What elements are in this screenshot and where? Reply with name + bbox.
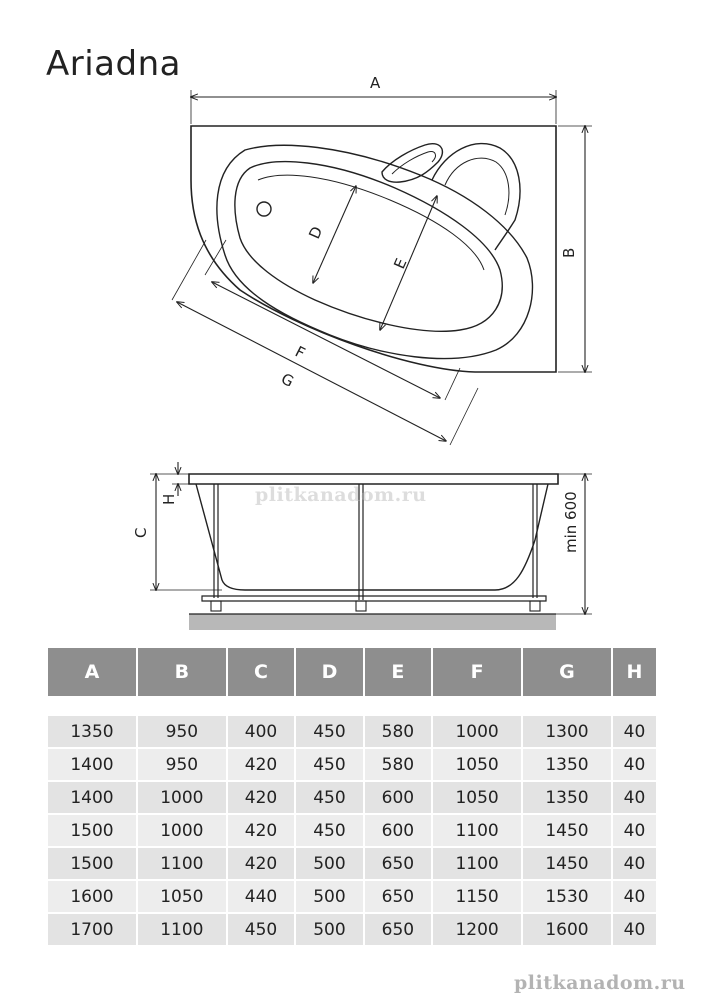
table-cell: 1450 (523, 815, 613, 848)
table-cell: 450 (296, 749, 364, 782)
column-header-b: B (138, 648, 228, 696)
label-g: G (278, 369, 297, 391)
table-cell: 1000 (138, 782, 228, 815)
column-header-h: H (613, 648, 656, 696)
table-cell: 1100 (433, 815, 523, 848)
table-cell: 450 (296, 782, 364, 815)
table-cell: 1050 (433, 782, 523, 815)
table-cell: 1700 (48, 914, 138, 947)
column-header-e: E (365, 648, 433, 696)
table-cell: 1200 (433, 914, 523, 947)
table-cell: 1530 (523, 881, 613, 914)
watermark-footer: plitkanadom.ru (514, 972, 686, 994)
dimensions-table (48, 648, 656, 947)
table-cell: 1400 (48, 782, 138, 815)
table-cell: 1600 (523, 914, 613, 947)
column-header-c: C (228, 648, 296, 696)
label-e: E (390, 255, 411, 272)
table-cell: 500 (296, 881, 364, 914)
table-cell: 1100 (433, 848, 523, 881)
table-cell: 450 (296, 815, 364, 848)
top-view (172, 90, 592, 445)
table-cell: 1000 (433, 716, 523, 749)
table-cell: 600 (365, 782, 433, 815)
table-cell: 1600 (48, 881, 138, 914)
table-cell: 1000 (138, 815, 228, 848)
table-cell: 1050 (138, 881, 228, 914)
dimension-line-g (177, 302, 446, 441)
table-cell: 950 (138, 749, 228, 782)
table-cell: 1350 (523, 782, 613, 815)
table-cell: 500 (296, 914, 364, 947)
table-header-row (48, 648, 656, 696)
label-c: C (132, 527, 150, 538)
table-cell: 40 (613, 716, 656, 749)
label-f: F (292, 342, 309, 363)
table-cell: 950 (138, 716, 228, 749)
table-cell: 650 (365, 848, 433, 881)
table-cell: 500 (296, 848, 364, 881)
table-cell: 450 (296, 716, 364, 749)
table-cell: 420 (228, 749, 296, 782)
frame-foot (211, 601, 221, 611)
watermark-overlay: plitkanadom.ru (255, 484, 427, 506)
table-cell: 580 (365, 716, 433, 749)
column-header-g: G (523, 648, 613, 696)
table-cell: 40 (613, 815, 656, 848)
table-cell: 420 (228, 782, 296, 815)
table-cell: 1500 (48, 848, 138, 881)
dimension-line-f (212, 282, 440, 398)
tub-inner-basin (235, 162, 502, 332)
table-cell: 450 (228, 914, 296, 947)
table-row (48, 782, 656, 815)
table-row (48, 914, 656, 947)
table-cell: 40 (613, 782, 656, 815)
table-cell: 400 (228, 716, 296, 749)
table-cell: 40 (613, 914, 656, 947)
tub-rim (217, 145, 533, 358)
label-d: D (305, 223, 327, 242)
table-cell: 1400 (48, 749, 138, 782)
table-row (48, 716, 656, 749)
table-row (48, 881, 656, 914)
head-bowl (432, 144, 520, 250)
table-cell: 40 (613, 881, 656, 914)
table-cell: 1450 (523, 848, 613, 881)
label-b: B (560, 247, 578, 258)
table-cell: 1100 (138, 848, 228, 881)
table-cell: 650 (365, 914, 433, 947)
head-bowl-inner (445, 158, 509, 215)
column-header-f: F (433, 648, 523, 696)
table-cell: 580 (365, 749, 433, 782)
table-row (48, 848, 656, 881)
table-cell: 420 (228, 848, 296, 881)
product-title: Ariadna (46, 44, 181, 84)
table-cell: 1050 (433, 749, 523, 782)
table-cell: 1500 (48, 815, 138, 848)
table-cell: 600 (365, 815, 433, 848)
label-h: H (160, 493, 178, 505)
table-cell: 1350 (523, 749, 613, 782)
table-cell: 1100 (138, 914, 228, 947)
table-cell: 1300 (523, 716, 613, 749)
floor (189, 614, 556, 630)
table-cell: 1150 (433, 881, 523, 914)
table-row (48, 815, 656, 848)
column-header-d: D (296, 648, 364, 696)
table-cell: 650 (365, 881, 433, 914)
table-cell: 40 (613, 749, 656, 782)
drain-icon (257, 202, 271, 216)
table-cell: 1350 (48, 716, 138, 749)
side-rim (189, 474, 558, 484)
label-min-height: min 600 (562, 491, 580, 553)
table-cell: 420 (228, 815, 296, 848)
column-header-a: A (48, 648, 138, 696)
table-cell: 440 (228, 881, 296, 914)
frame-base-rail (202, 596, 546, 601)
table-row (48, 749, 656, 782)
label-a: A (370, 74, 381, 92)
table-cell: 40 (613, 848, 656, 881)
